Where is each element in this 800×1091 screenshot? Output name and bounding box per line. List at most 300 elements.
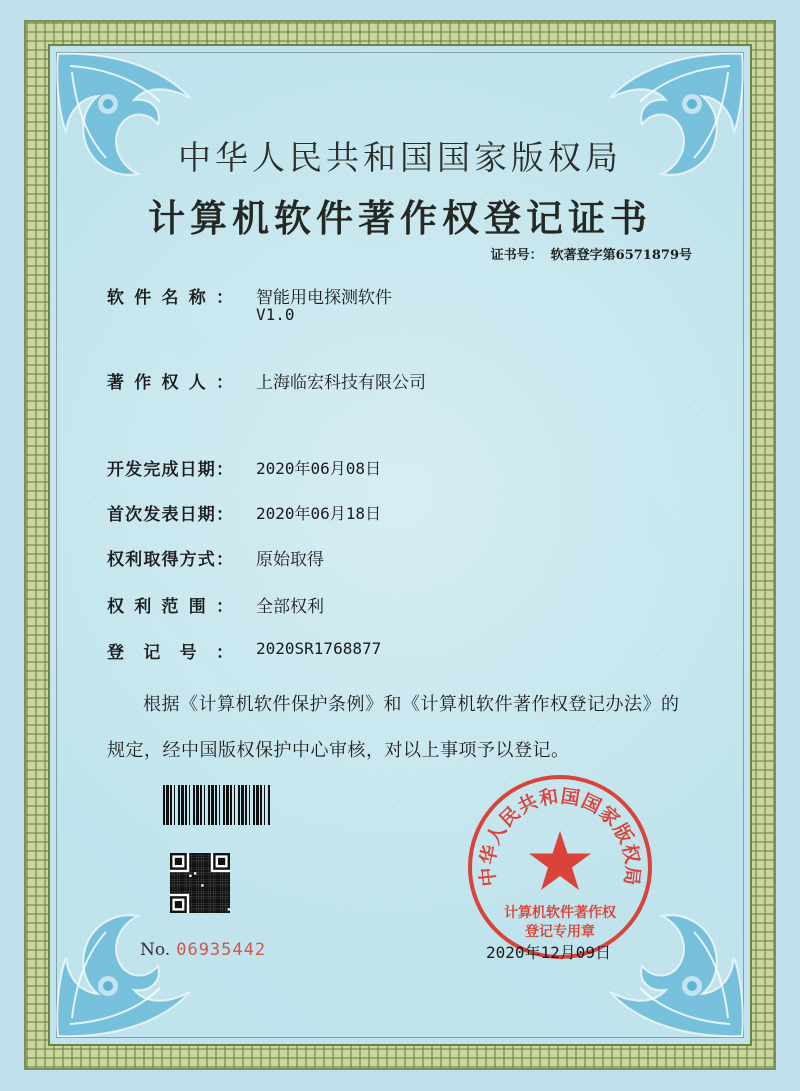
qr-module <box>192 853 194 855</box>
qr-module <box>216 889 218 891</box>
qr-module <box>220 896 222 898</box>
qr-module <box>175 877 177 879</box>
qr-module <box>194 891 196 893</box>
barcode-bar <box>196 785 199 825</box>
qr-module <box>194 877 196 879</box>
qr-module <box>196 858 198 860</box>
qr-module <box>208 891 210 893</box>
qr-module <box>182 891 184 893</box>
qr-module <box>208 865 210 867</box>
qr-module <box>170 891 172 893</box>
qr-module <box>201 867 203 869</box>
qr-module <box>194 855 196 857</box>
qr-module <box>172 889 174 891</box>
barcode-bar <box>178 785 180 825</box>
statement-line-2: 规定，经中国版权保护中心审核，对以上事项予以登记。 <box>107 740 570 761</box>
qr-module <box>208 887 210 889</box>
qr-module <box>228 896 230 898</box>
qr-module <box>189 872 191 874</box>
qr-module <box>201 853 203 855</box>
qr-module <box>187 891 189 893</box>
label-char: 利 <box>134 597 152 617</box>
qr-module <box>204 906 206 908</box>
qr-module <box>213 882 215 884</box>
label-char: 式 <box>197 550 215 570</box>
qr-module <box>211 875 213 877</box>
qr-module <box>223 903 225 905</box>
qr-module <box>199 911 201 913</box>
qr-module <box>194 906 196 908</box>
qr-module <box>218 896 220 898</box>
qr-module <box>189 867 191 869</box>
qr-module <box>199 879 201 881</box>
field-label-publish-date <box>107 500 233 525</box>
qr-module <box>175 884 177 886</box>
qr-module <box>201 887 203 889</box>
field-label-development-date <box>107 455 233 480</box>
official-seal <box>466 773 654 961</box>
qr-module <box>228 911 230 913</box>
qr-module <box>220 889 222 891</box>
qr-module <box>228 899 230 901</box>
qr-module <box>218 875 220 877</box>
qr-module <box>223 901 225 903</box>
label-char: 方 <box>179 550 197 570</box>
qr-module <box>194 867 196 869</box>
label-char: 期 <box>197 505 215 525</box>
field-value-rights-scope: 全部权利 <box>256 597 324 617</box>
barcode-bar <box>215 785 217 825</box>
qr-module <box>220 879 222 881</box>
label-char: ： <box>216 597 233 617</box>
qr-module <box>184 882 186 884</box>
label-char: 范 <box>161 597 179 617</box>
label-char: ： <box>216 373 233 393</box>
qr-module <box>225 877 227 879</box>
qr-module <box>208 894 210 896</box>
qr-module <box>213 901 215 903</box>
field-value-acquisition-method: 原始取得 <box>256 550 324 570</box>
qr-module <box>194 889 196 891</box>
qr-module <box>213 891 215 893</box>
qr-module <box>211 906 213 908</box>
label-char: 日 <box>179 505 197 525</box>
certificate-number <box>491 244 692 263</box>
qr-module <box>182 882 184 884</box>
qr-module <box>192 906 194 908</box>
qr-module <box>201 865 203 867</box>
label-char: 围 <box>188 597 206 617</box>
qr-module <box>180 877 182 879</box>
label-char: ： <box>215 505 233 525</box>
qr-module <box>196 908 198 910</box>
label-char: 名 <box>161 288 179 308</box>
qr-module <box>192 891 194 893</box>
barcode-bar <box>241 785 244 825</box>
qr-module <box>225 894 227 896</box>
qr-module <box>208 899 210 901</box>
qr-module <box>189 903 191 905</box>
qr-module <box>177 882 179 884</box>
barcode-bar <box>211 785 214 825</box>
qr-module <box>192 875 194 877</box>
qr-module <box>180 872 182 874</box>
barcode-bar <box>260 785 262 825</box>
qr-module <box>220 887 222 889</box>
qr-module <box>194 901 196 903</box>
qr-module <box>228 887 230 889</box>
qr-module <box>218 911 220 913</box>
qr-module <box>204 899 206 901</box>
qr-module <box>192 872 194 874</box>
qr-module <box>196 899 198 901</box>
qr-module <box>172 882 174 884</box>
qr-module <box>211 899 213 901</box>
qr-module <box>172 872 174 874</box>
qr-module <box>211 911 213 913</box>
qr-module <box>199 855 201 857</box>
qr-module <box>170 882 172 884</box>
qr-module <box>194 911 196 913</box>
qr-module <box>208 884 210 886</box>
qr-module <box>213 908 215 910</box>
qr-module <box>228 906 230 908</box>
qr-module <box>206 901 208 903</box>
qr-module <box>218 858 225 865</box>
qr-module <box>170 884 172 886</box>
qr-module <box>208 875 210 877</box>
qr-module <box>199 906 201 908</box>
barcode-bar <box>245 785 247 825</box>
qr-module <box>192 911 194 913</box>
qr-module <box>211 894 213 896</box>
qr-module <box>213 879 215 881</box>
qr-module <box>175 879 177 881</box>
qr-module <box>199 863 201 865</box>
qr-module <box>228 884 230 886</box>
qr-module <box>201 877 203 879</box>
qr-module <box>218 894 220 896</box>
qr-module <box>206 882 208 884</box>
qr-module <box>216 911 218 913</box>
qr-module <box>204 884 206 886</box>
qr-module <box>208 901 210 903</box>
issue-date: 2020年12月09日 <box>486 943 612 962</box>
qr-module <box>196 891 198 893</box>
label-char: 号 <box>179 643 197 663</box>
qr-module <box>199 899 201 901</box>
qr-module <box>225 896 227 898</box>
qr-module <box>206 865 208 867</box>
seal-star-icon <box>529 831 591 890</box>
barcode-bar <box>193 785 195 825</box>
label-char: 著 <box>107 373 124 393</box>
qr-module <box>218 887 220 889</box>
qr-module <box>211 903 213 905</box>
qr-module <box>223 877 225 879</box>
label-char: 件 <box>134 288 152 308</box>
label-char: 发 <box>143 505 161 525</box>
qr-module <box>201 879 203 881</box>
qr-module <box>204 867 206 869</box>
field-value-software-version: V1.0 <box>256 305 295 324</box>
qr-module <box>194 865 196 867</box>
qr-module <box>194 882 196 884</box>
qr-module <box>208 863 210 865</box>
qr-module <box>204 891 206 893</box>
qr-module <box>208 908 210 910</box>
qr-module <box>206 879 208 881</box>
qr-module <box>199 858 201 860</box>
qr-module <box>201 901 203 903</box>
qr-module <box>204 872 206 874</box>
certificate-number-label: 证书号： <box>490 248 543 263</box>
qr-module <box>201 875 203 877</box>
qr-module <box>177 887 179 889</box>
qr-module <box>199 908 201 910</box>
label-char: 完 <box>143 460 161 480</box>
qr-module <box>211 891 213 893</box>
qr-module <box>208 903 210 905</box>
qr-module <box>220 901 222 903</box>
qr-module <box>218 906 220 908</box>
qr-module <box>223 875 225 877</box>
qr-module <box>204 901 206 903</box>
qr-module <box>187 884 189 886</box>
qr-module <box>206 908 208 910</box>
qr-module <box>189 879 191 881</box>
qr-module <box>194 870 196 872</box>
qr-module <box>206 887 208 889</box>
barcode-bar <box>226 785 229 825</box>
qr-module <box>175 875 177 877</box>
qr-module <box>223 889 225 891</box>
qr-module <box>192 863 194 865</box>
certificate-title: 计算机软件著作权登记证书 <box>148 196 652 240</box>
qr-module <box>199 860 201 862</box>
qr-module <box>216 906 218 908</box>
qr-module <box>228 875 230 877</box>
qr-module <box>196 867 198 869</box>
qr-module <box>199 894 201 896</box>
qr-module <box>199 903 201 905</box>
statement-line-1: 根据《计算机软件保护条例》和《计算机软件著作权登记办法》的 <box>143 694 680 715</box>
serial-number <box>140 940 266 960</box>
qr-module <box>189 884 191 886</box>
qr-module <box>184 884 186 886</box>
qr-module <box>199 889 201 891</box>
qr-module <box>172 887 174 889</box>
barcode-bar <box>200 785 202 825</box>
qr-module <box>196 853 198 855</box>
qr-module <box>184 889 186 891</box>
qr-module <box>199 891 201 893</box>
qr-module <box>220 903 222 905</box>
qr-module <box>223 899 225 901</box>
qr-module <box>180 882 182 884</box>
qr-module <box>172 877 174 879</box>
barcode-bar <box>264 785 265 825</box>
qr-module <box>208 882 210 884</box>
qr-module <box>204 882 206 884</box>
qr-module <box>201 911 203 913</box>
qr-module <box>175 858 182 865</box>
barcode-bar <box>181 785 184 825</box>
label-char: 取 <box>143 550 161 570</box>
qr-module <box>192 860 194 862</box>
qr-module <box>204 879 206 881</box>
qr-module <box>213 887 215 889</box>
serial-number-label: No. <box>140 940 171 960</box>
qr-module <box>187 877 189 879</box>
qr-module <box>206 894 208 896</box>
qr-module <box>187 887 189 889</box>
qr-module <box>182 872 184 874</box>
qr-module <box>213 872 215 874</box>
qr-module <box>196 906 198 908</box>
qr-module <box>216 894 218 896</box>
qr-module <box>180 889 182 891</box>
qr-module <box>182 889 184 891</box>
qr-module <box>204 894 206 896</box>
qr-module <box>177 891 179 893</box>
qr-module <box>208 870 210 872</box>
qr-module <box>204 865 206 867</box>
qr-module <box>182 884 184 886</box>
qr-module <box>220 875 222 877</box>
qr-module <box>211 884 213 886</box>
qr-module <box>218 872 220 874</box>
qr-module <box>196 887 198 889</box>
label-char: 开 <box>107 460 124 480</box>
qr-module <box>206 891 208 893</box>
qr-module <box>189 863 191 865</box>
qr-module <box>196 875 198 877</box>
qr-module <box>201 891 203 893</box>
qr-module <box>180 879 182 881</box>
qr-module <box>199 896 201 898</box>
qr-module <box>211 879 213 881</box>
qr-module <box>194 903 196 905</box>
qr-module <box>187 875 189 877</box>
qr-module <box>192 887 194 889</box>
qr-module <box>184 877 186 879</box>
qr-module <box>218 877 220 879</box>
qr-module <box>206 870 208 872</box>
qr-module <box>204 887 206 889</box>
label-char: 成 <box>161 460 179 480</box>
qr-module <box>204 870 206 872</box>
qr-module <box>201 872 203 874</box>
barcode-bar <box>185 785 187 825</box>
qr-module <box>187 879 189 881</box>
qr-module <box>196 860 198 862</box>
qr-module <box>223 911 225 913</box>
qr-module <box>180 887 182 889</box>
qr-module <box>199 875 201 877</box>
qr-module <box>208 872 210 874</box>
qr-module <box>208 855 210 857</box>
qr-module <box>216 899 218 901</box>
qr-module <box>206 858 208 860</box>
qr-module <box>172 884 174 886</box>
qr-module <box>218 884 220 886</box>
qr-module <box>211 872 213 874</box>
qr-module <box>220 872 222 874</box>
qr-module <box>218 891 220 893</box>
label-char: 权 <box>107 550 124 570</box>
label-char: 首 <box>107 505 124 525</box>
qr-module <box>206 911 208 913</box>
field-label-registration-number <box>107 638 233 663</box>
label-char: ： <box>215 460 233 480</box>
serial-number-value: 06935442 <box>176 940 267 960</box>
qr-module <box>223 894 225 896</box>
qr-module <box>196 884 198 886</box>
label-char: ： <box>215 550 233 570</box>
qr-module <box>182 875 184 877</box>
qr-module <box>170 875 172 877</box>
qr-module <box>192 889 194 891</box>
qr-module <box>201 863 203 865</box>
qr-module <box>216 872 218 874</box>
qr-module <box>206 853 208 855</box>
qr-module <box>216 896 218 898</box>
qr-module <box>175 891 177 893</box>
qr-module <box>170 879 172 881</box>
qr-module <box>220 911 222 913</box>
label-char: 权 <box>107 597 124 617</box>
qr-module <box>192 896 194 898</box>
seal-outer-text: 中华人民共和国国家版权局 <box>476 785 644 888</box>
qr-module <box>196 872 198 874</box>
qr-module <box>189 901 191 903</box>
qr-module <box>213 894 215 896</box>
qr-module <box>213 899 215 901</box>
qr-module <box>192 884 194 886</box>
field-value-copyright-owner: 上海临宏科技有限公司 <box>256 373 426 393</box>
qr-module <box>196 865 198 867</box>
qr-module <box>189 870 191 872</box>
barcode-bar <box>208 785 210 825</box>
qr-module <box>194 908 196 910</box>
label-char: 人 <box>188 373 206 393</box>
qr-module <box>228 901 230 903</box>
qr-module <box>206 860 208 862</box>
qr-module <box>180 891 182 893</box>
field-value-development-date: 2020年06月08日 <box>256 459 382 478</box>
qr-module <box>225 908 227 910</box>
qr-module <box>192 877 194 879</box>
qr-module <box>225 887 227 889</box>
qr-module <box>192 908 194 910</box>
qr-module <box>201 858 203 860</box>
qr-module <box>208 877 210 879</box>
qr-module <box>213 911 215 913</box>
qr-module <box>225 884 227 886</box>
qr-module <box>206 863 208 865</box>
qr-module <box>218 901 220 903</box>
qr-module <box>196 894 198 896</box>
qr-module <box>206 896 208 898</box>
qr-module <box>192 901 194 903</box>
qr-module <box>211 882 213 884</box>
qr-module <box>225 872 227 874</box>
qr-module <box>194 899 196 901</box>
qr-module <box>225 891 227 893</box>
qr-module <box>201 860 203 862</box>
qr-module <box>189 891 191 893</box>
